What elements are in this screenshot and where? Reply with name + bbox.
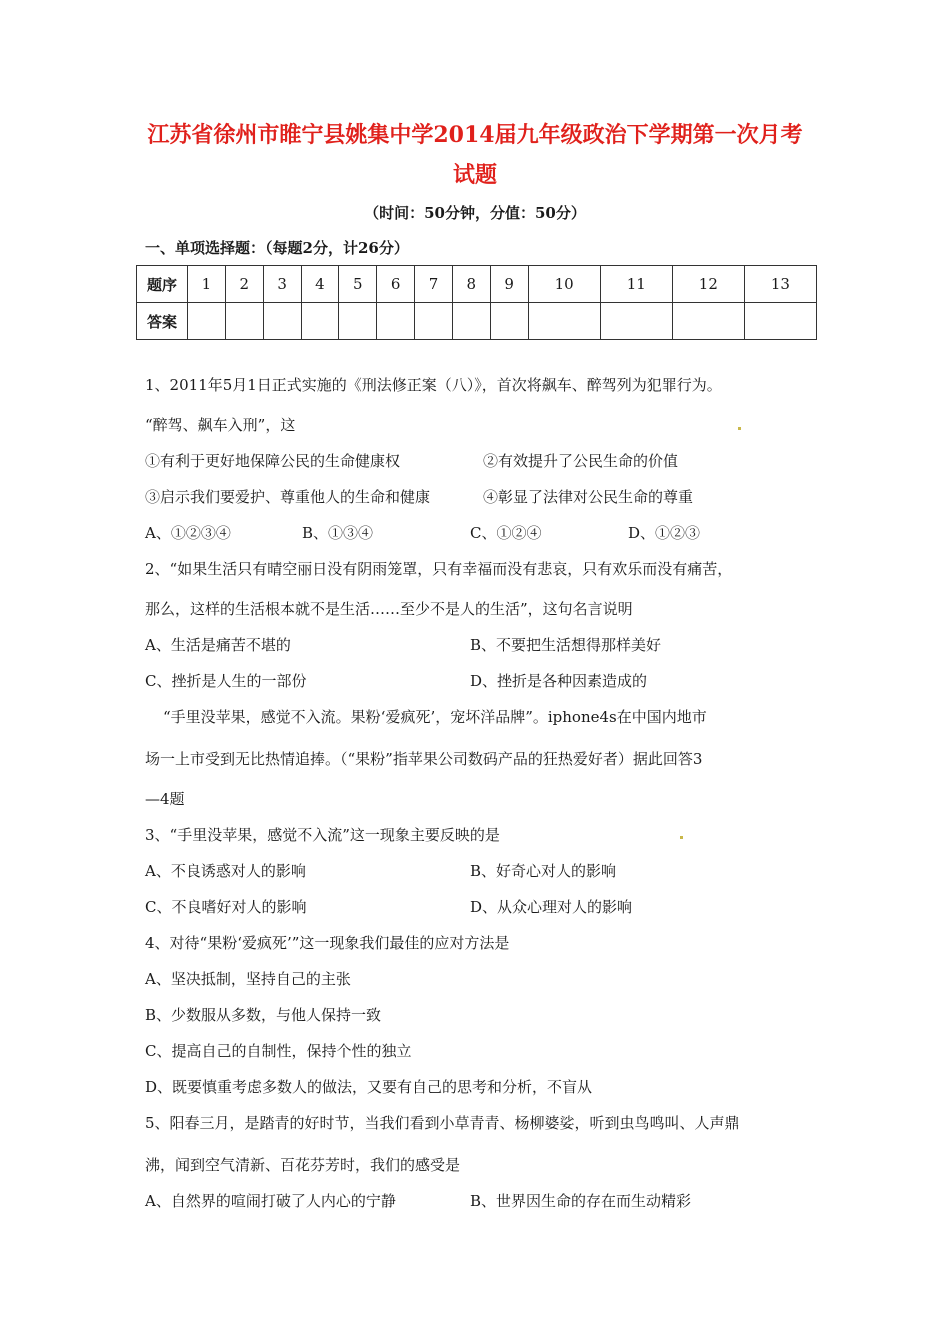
q5-stem-line2: 沸，闻到空气清新、百花芬芳时，我们的感受是 bbox=[145, 1156, 461, 1174]
question-number: 4 bbox=[301, 266, 339, 303]
q4-option-c[interactable]: C、提高自己的自制性，保持个性的独立 bbox=[145, 1042, 412, 1060]
answer-cell[interactable] bbox=[225, 303, 263, 340]
q1-statement-3: ③启示我们要爱护、尊重他人的生命和健康 bbox=[145, 488, 431, 506]
q1-option-d[interactable]: D、①②③ bbox=[628, 524, 701, 542]
exam-meta: （时间：50分钟，分值：50分） bbox=[364, 204, 586, 222]
table-row bbox=[137, 266, 817, 303]
answer-table bbox=[136, 265, 817, 340]
answer-cell[interactable] bbox=[452, 303, 490, 340]
question-number: 12 bbox=[672, 266, 744, 303]
question-number: 11 bbox=[600, 266, 672, 303]
q4-option-d[interactable]: D、既要慎重考虑多数人的做法，又要有自己的思考和分析，不盲从 bbox=[145, 1078, 593, 1096]
table-row bbox=[137, 303, 817, 340]
row-label-number: 题序 bbox=[137, 266, 188, 303]
answer-cell[interactable] bbox=[528, 303, 600, 340]
answer-cell[interactable] bbox=[744, 303, 816, 340]
answer-cell[interactable] bbox=[339, 303, 377, 340]
question-number: 7 bbox=[415, 266, 453, 303]
q5-option-a[interactable]: A、自然界的喧闹打破了人内心的宁静 bbox=[145, 1192, 396, 1210]
question-number: 1 bbox=[188, 266, 226, 303]
answer-cell[interactable] bbox=[188, 303, 226, 340]
answer-cell[interactable] bbox=[600, 303, 672, 340]
question-number: 10 bbox=[528, 266, 600, 303]
question-number: 8 bbox=[452, 266, 490, 303]
q2-stem-line1: 2、“如果生活只有晴空丽日没有阴雨笼罩，只有幸福而没有悲哀，只有欢乐而没有痛苦， bbox=[145, 560, 733, 578]
answer-cell[interactable] bbox=[490, 303, 528, 340]
document-title-line2: 试题 bbox=[452, 162, 497, 188]
q1-stem-line1: 1、2011年5月1日正式实施的《刑法修正案（八）》，首次将飙车、醉驾列为犯罪行为。 bbox=[145, 376, 722, 394]
q4-option-b[interactable]: B、少数服从多数，与他人保持一致 bbox=[145, 1006, 382, 1024]
q2-stem-line2: 那么，这样的生活根本就不是生活……至少不是人的生活”，这句名言说明 bbox=[145, 600, 633, 618]
q1-option-a[interactable]: A、①②③④ bbox=[145, 524, 231, 542]
answer-cell[interactable] bbox=[263, 303, 301, 340]
q1-statement-2: ②有效提升了公民生命的价值 bbox=[483, 452, 679, 470]
row-label-answer: 答案 bbox=[137, 303, 188, 340]
question-number: 9 bbox=[490, 266, 528, 303]
q5-stem-line1: 5、阳春三月，是踏青的好时节，当我们看到小草青青、杨柳婆娑，听到虫鸟鸣叫、人声鼎 bbox=[145, 1114, 740, 1132]
question-number: 13 bbox=[744, 266, 816, 303]
q4-option-a[interactable]: A、坚决抵制，坚持自己的主张 bbox=[145, 970, 351, 988]
material-line1: “手里没苹果，感觉不入流。果粉‘爱疯死’，宠坏洋品牌”。iphone4s在中国内地市 bbox=[163, 708, 707, 726]
q3-option-d[interactable]: D、从众心理对人的影响 bbox=[470, 898, 633, 916]
q3-option-c[interactable]: C、不良嗜好对人的影响 bbox=[145, 898, 307, 916]
material-line2: 场一上市受到无比热情追捧。（“果粉”指苹果公司数码产品的狂热爱好者）据此回答3 bbox=[145, 750, 703, 768]
q2-option-c[interactable]: C、挫折是人生的一部份 bbox=[145, 672, 307, 690]
answer-cell[interactable] bbox=[415, 303, 453, 340]
q2-option-b[interactable]: B、不要把生活想得那样美好 bbox=[470, 636, 662, 654]
scan-speck bbox=[680, 836, 683, 839]
q1-option-c[interactable]: C、①②④ bbox=[470, 524, 542, 542]
q4-stem: 4、对待“果粉‘爱疯死’”这一现象我们最佳的应对方法是 bbox=[145, 934, 510, 952]
scan-speck bbox=[738, 427, 741, 430]
question-number: 5 bbox=[339, 266, 377, 303]
q3-option-b[interactable]: B、好奇心对人的影响 bbox=[470, 862, 617, 880]
q1-option-b[interactable]: B、①③④ bbox=[302, 524, 374, 542]
answer-cell[interactable] bbox=[377, 303, 415, 340]
answer-cell[interactable] bbox=[672, 303, 744, 340]
q2-option-a[interactable]: A、生活是痛苦不堪的 bbox=[145, 636, 291, 654]
q3-stem: 3、“手里没苹果，感觉不入流”这一现象主要反映的是 bbox=[145, 826, 500, 844]
question-number: 6 bbox=[377, 266, 415, 303]
question-number: 3 bbox=[263, 266, 301, 303]
q1-statement-1: ①有利于更好地保障公民的生命健康权 bbox=[145, 452, 401, 470]
q3-option-a[interactable]: A、不良诱惑对人的影响 bbox=[145, 862, 306, 880]
answer-cell[interactable] bbox=[301, 303, 339, 340]
q5-option-b[interactable]: B、世界因生命的存在而生动精彩 bbox=[470, 1192, 692, 1210]
q1-stem-line2: “醉驾、飙车入刑”，这 bbox=[145, 416, 296, 434]
document-title-line1: 江苏省徐州市睢宁县姚集中学2014届九年级政治下学期第一次月考 bbox=[147, 122, 803, 148]
q1-statement-4: ④彰显了法律对公民生命的尊重 bbox=[483, 488, 694, 506]
q2-option-d[interactable]: D、挫折是各种因素造成的 bbox=[470, 672, 648, 690]
question-number: 2 bbox=[225, 266, 263, 303]
material-line3: —4题 bbox=[145, 790, 185, 808]
section-heading: 一、单项选择题：（每题2分，计26分） bbox=[145, 239, 409, 257]
